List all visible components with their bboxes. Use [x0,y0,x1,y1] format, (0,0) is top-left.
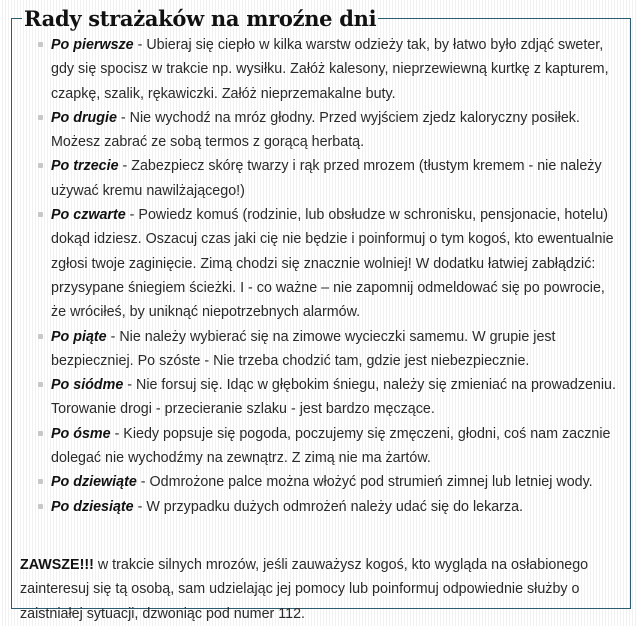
bullet-icon [38,334,43,339]
tip-lead: Po dziesiąte [51,498,134,515]
bullet-icon [38,431,43,436]
bullet-icon [38,42,43,47]
tip-lead: Po piąte [51,328,107,345]
tip-text: - Ubieraj się ciepło w kilka warstw odzieży tak, by łatwo było zdjąć sweter, gdy się spocisz w trakcie np. wysiłku. Załóż kalesony, nieprzewiewną kurtkę z kapturem, czapkę, szalik, rękawiczki. Załóż nieprzemakalne buty. [51,37,609,102]
tip-lead: Po drugie [51,109,117,126]
box-title: Rady strażaków na mroźne dni [24,6,377,31]
tip-item [51,33,622,106]
tip-text: - Nie forsuj się. Idąc w głębokim śniegu, należy się zmieniać na prowadzeniu. Torowanie drogi - przecieranie szlaku - jest bardzo męczące. [51,377,616,418]
tip-lead: Po ósme [51,425,111,442]
bullet-icon [38,382,43,387]
tip-lead: Po pierwsze [51,37,134,53]
always-text: w trakcie silnych mrozów, jeśli zauważysz kogoś, kto wygląda na osłabionego zainteresuj się tą osobą, sam udzielając jej pomocy lub poinformuj odpowiednie służby o zaistniałej sytuacji, dzwoniąc pod numer 112. [20,556,589,622]
tips-box [11,6,631,622]
tip-text: - W przypadku dużych odmrożeń należy udać się do lekarza. [133,498,524,515]
tip-item [51,203,622,324]
tip-text: - Nie należy wybierać się na zimowe wycieczki samemu. W grupie jest bezpieczniej. Po szóste - Nie trzeba chodzić tam, gdzie jest niebezpiecznie. [51,328,556,369]
tips-list [20,33,622,519]
tip-item [51,106,622,155]
always-lead: ZAWSZE!!! [20,556,94,573]
tip-text: - Zabezpiecz skórę twarzy i rąk przed mrozem (tłustym kremem - nie należy używać kremu nawilżającego!) [51,158,602,199]
tip-item [51,154,622,203]
tip-text: - Odmrożone palce można włożyć pod strumień zimnej lub letniej wody. [136,474,593,491]
bullet-icon [38,504,43,509]
tip-item [51,495,622,519]
tip-item [51,373,622,422]
tip-text: - Powiedz komuś (rodzinie, lub obsłudze w schronisku, pensjonacie, hotelu) dokąd idziesz. Oszacuj czas jaki cię nie będzie i poinformuj o tym kogoś, kto ewentualnie zgłosi twoje zaginięcie. Zimą chodzi się znacznie wolniej! W dodatku łatwiej zabłądzić: przysypane śniegiem ścieżki. I - co ważne – nie zapomnij odmeldować się po powrocie, że wróciłeś, by uniknąć niepotrzebnych alarmów. [51,207,614,321]
tip-text: - Nie wychodź na mróz głodny. Przed wyjściem zjedz kaloryczny posiłek. Możesz zabrać ze sobą termos z gorącą herbatą. [51,109,580,151]
bullet-icon [38,479,43,484]
tip-item [51,470,622,494]
always-note [20,553,622,626]
bullet-icon [38,212,43,217]
tip-item [51,422,622,471]
bullet-icon [38,163,43,168]
bullet-icon [38,115,43,120]
tip-text: - Kiedy popsuje się pogoda, poczujemy się zmęczeni, głodni, coś nam zacznie dolegać nie wychodźmy na zewnątrz. Z zimą nie ma żartów. [51,425,611,467]
tip-lead: Po dziewiąte [51,474,137,491]
tip-lead: Po czwarte [51,207,126,224]
tip-item [51,325,622,374]
tip-lead: Po siódme [51,377,124,394]
tip-lead: Po trzecie [51,158,119,175]
